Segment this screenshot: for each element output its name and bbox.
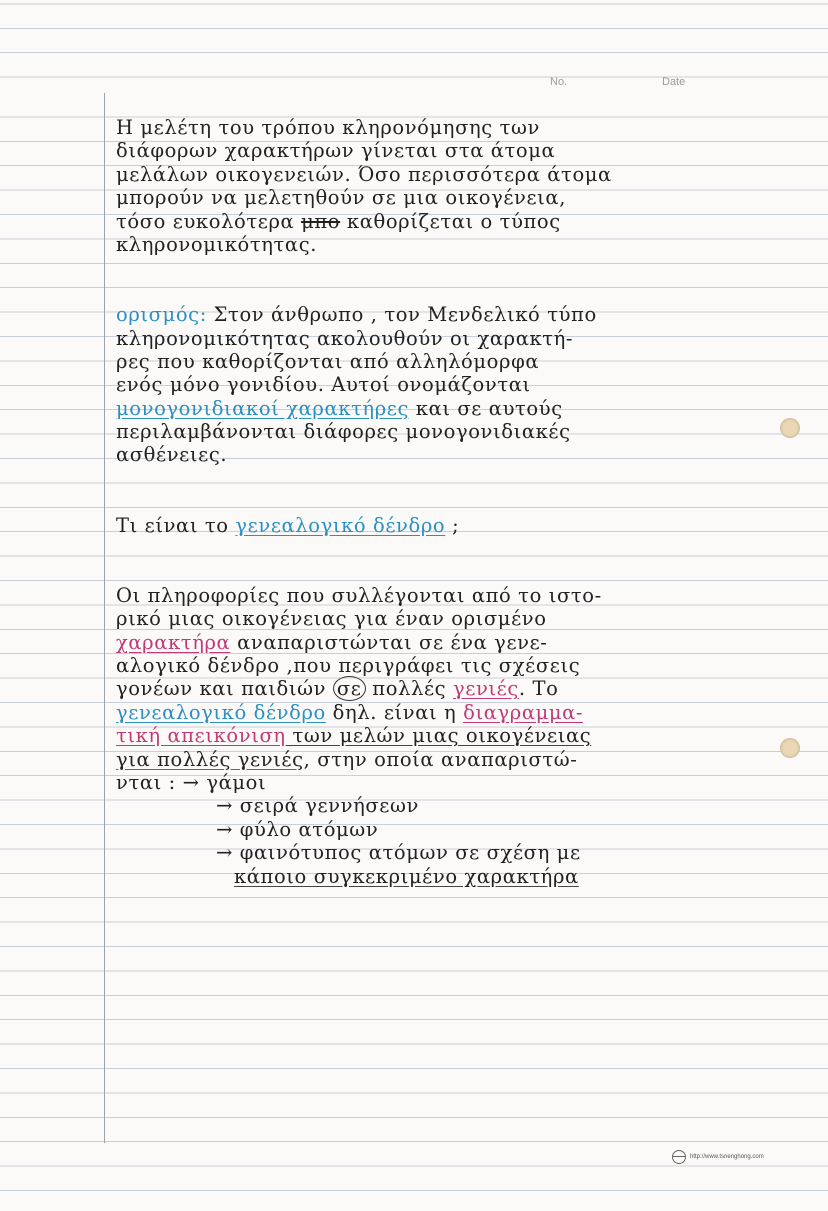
note-line [116, 865, 816, 888]
note-line [116, 233, 816, 256]
text: . Το [518, 677, 559, 701]
note-line [116, 397, 816, 420]
text: κληρονομικότητας. [116, 232, 318, 256]
text: πολλές [365, 677, 453, 701]
text: καθορίζεται ο τύπος [340, 209, 561, 233]
text: και σε αυτούς [409, 396, 563, 420]
note-line [116, 186, 816, 209]
note-line [116, 163, 816, 186]
note-line [116, 327, 816, 350]
note-line [116, 139, 816, 162]
text: περιλαμβάνονται διάφορες μονογονιδιακές [116, 420, 571, 444]
text: διάφορων χαρακτήρων γίνεται στα άτομα [116, 139, 556, 163]
highlight-term: γενιές [453, 677, 519, 701]
note-line [116, 654, 816, 677]
text: , στην οποία αναπαριστώ- [303, 747, 578, 771]
note-line [116, 701, 816, 724]
struck-word: μπο [301, 209, 341, 233]
text: γονέων και παιδιών [116, 677, 333, 701]
note-line [116, 210, 816, 233]
text: νται : → γάμοι [116, 770, 267, 794]
margin-line [104, 93, 105, 1143]
note-line [116, 724, 816, 747]
underlined-phrase: για πολλές γενιές [116, 747, 304, 771]
text: Τι είναι το [116, 513, 236, 537]
question-line [116, 514, 816, 537]
text: κάποιο συγκεκριμένο χαρακτήρα [234, 864, 579, 888]
circled-word: σε [333, 676, 366, 701]
highlight-term: τική απεικόνιση [116, 724, 286, 748]
text: αλογικό δένδρο ,που περιγράφει τις σχέσεις [116, 653, 581, 677]
note-line [116, 771, 816, 794]
text: ; [445, 513, 460, 537]
note-line [116, 420, 816, 443]
note-line [116, 748, 816, 771]
note-line [116, 677, 816, 700]
note-line [116, 607, 816, 630]
text: ρες που καθορίζονται από αλληλόμορφα [116, 349, 540, 373]
text: μπορούν να μελετηθούν σε μια οικογένεια, [116, 186, 566, 210]
footer-watermark [672, 1150, 764, 1164]
definition-label: ορισμός: [116, 303, 207, 327]
note-line [116, 818, 816, 841]
note-line [116, 631, 816, 654]
highlight-term: μονογονιδιακοί χαρακτήρες [116, 396, 409, 420]
note-line [116, 841, 816, 864]
highlight-term: γενεαλογικό δένδρο [235, 513, 446, 537]
date-label: Date [662, 76, 686, 88]
text: ασθένειες. [116, 443, 228, 467]
note-line [116, 116, 816, 139]
text: Η μελέτη του τρόπου κληρονόμησης των [116, 116, 540, 139]
text: ρικό μιας οικογένειας για έναν ορισμένο [116, 607, 547, 631]
text: μελάλων οικογενειών. Όσο περισσότερα άτομα [116, 162, 612, 186]
highlight-term: γενεαλογικό δένδρο [116, 700, 326, 724]
no-label: No. [550, 76, 568, 88]
text: → φύλο ατόμων [216, 817, 379, 841]
note-line [116, 350, 816, 373]
text: → σειρά γεννήσεων [216, 794, 419, 818]
text: Στον άνθρωπο , τον Μενδελικό τύπο [206, 303, 597, 327]
text: κληρονομικότητας ακολουθούν οι χαρακτή- [116, 326, 574, 350]
handwritten-notes [116, 116, 816, 888]
text: των μελών μιας οικογένειας [285, 724, 592, 748]
highlight-term: διαγραμμα- [463, 700, 584, 724]
text: τόσο ευκολότερα [116, 209, 302, 233]
note-line [116, 794, 816, 817]
text: Οι πληροφορίες που συλλέγονται από το ιστο- [116, 583, 602, 607]
text: δηλ. είναι η [325, 700, 464, 724]
note-line [116, 443, 816, 466]
highlight-term: χαρακτήρα [116, 630, 231, 654]
globe-icon [672, 1150, 686, 1164]
text: αναπαριστώνται σε ένα γενε- [230, 630, 548, 654]
note-line [116, 303, 816, 326]
note-line [116, 373, 816, 396]
text: → φαινότυπος ατόμων σε σχέση με [216, 841, 581, 865]
note-line [116, 584, 816, 607]
text: ενός μόνο γονιδίου. Αυτοί ονομάζονται [116, 373, 531, 397]
footer-url: http://www.tsnenghong.com [690, 1154, 764, 1160]
